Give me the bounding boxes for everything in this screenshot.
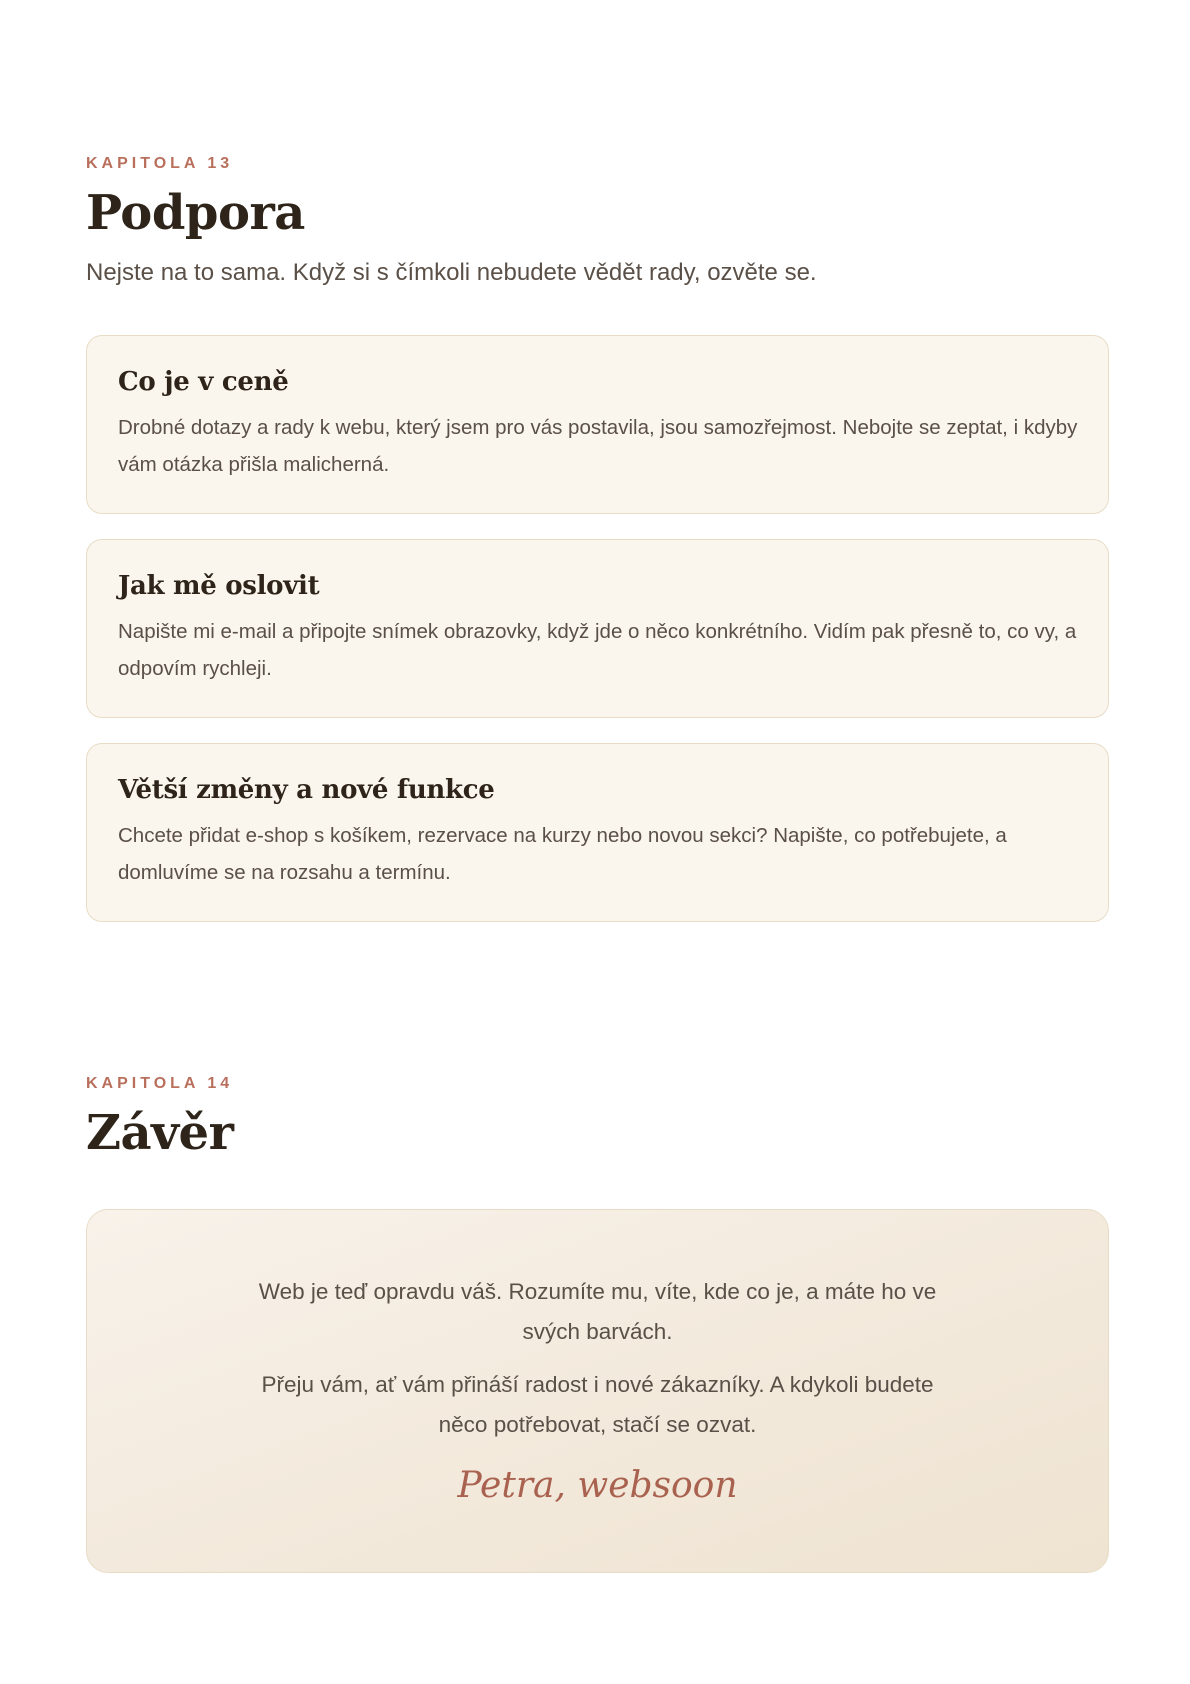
support-section <box>86 0 1109 922</box>
card-included <box>86 335 1109 514</box>
card-title: Jak mě oslovit <box>118 571 320 601</box>
card-text: Chcete přidat e-shop s košíkem, rezervace na kurzy nebo novou sekci? Napište, co potřebujete, a domluvíme se na rozsahu a termínu. <box>118 824 1007 884</box>
support-cards <box>86 335 1109 922</box>
card-text: Drobné dotazy a rady k webu, který jsem pro vás postavila, jsou samozřejmost. Nebojte se zeptat, i kdyby vám otázka přišla malicherná. <box>118 416 1078 476</box>
conclusion-section <box>86 1075 1109 1573</box>
closing-card <box>86 1209 1109 1573</box>
chapter-title: Podpora <box>86 185 305 241</box>
card-contact <box>86 539 1109 718</box>
chapter-label: KAPITOLA 13 <box>86 155 234 172</box>
signature: Petra, websoon <box>457 1465 738 1506</box>
chapter-lead: Nejste na to sama. Když si s čímkoli nebudete vědět rady, ozvěte se. <box>86 259 817 286</box>
document-page <box>86 0 1109 1506</box>
card-title: Co je v ceně <box>118 367 289 397</box>
chapter-title: Závěr <box>86 1105 234 1161</box>
closing-paragraph: Přeju vám, ať vám přináší radost i nové zákazníky. A kdykoli budete něco potřebovat, stačí se ozvat. <box>261 1372 934 1437</box>
card-bigger-changes <box>86 743 1109 922</box>
card-title: Větší změny a nové funkce <box>118 775 495 805</box>
closing-paragraph: Web je teď opravdu váš. Rozumíte mu, víte, kde co je, a máte ho ve svých barvách. <box>258 1279 937 1344</box>
card-text: Napište mi e-mail a připojte snímek obrazovky, když jde o něco konkrétního. Vidím pak přesně to, co vy, a odpovím rychleji. <box>118 620 1077 680</box>
chapter-label: KAPITOLA 14 <box>86 1075 234 1092</box>
